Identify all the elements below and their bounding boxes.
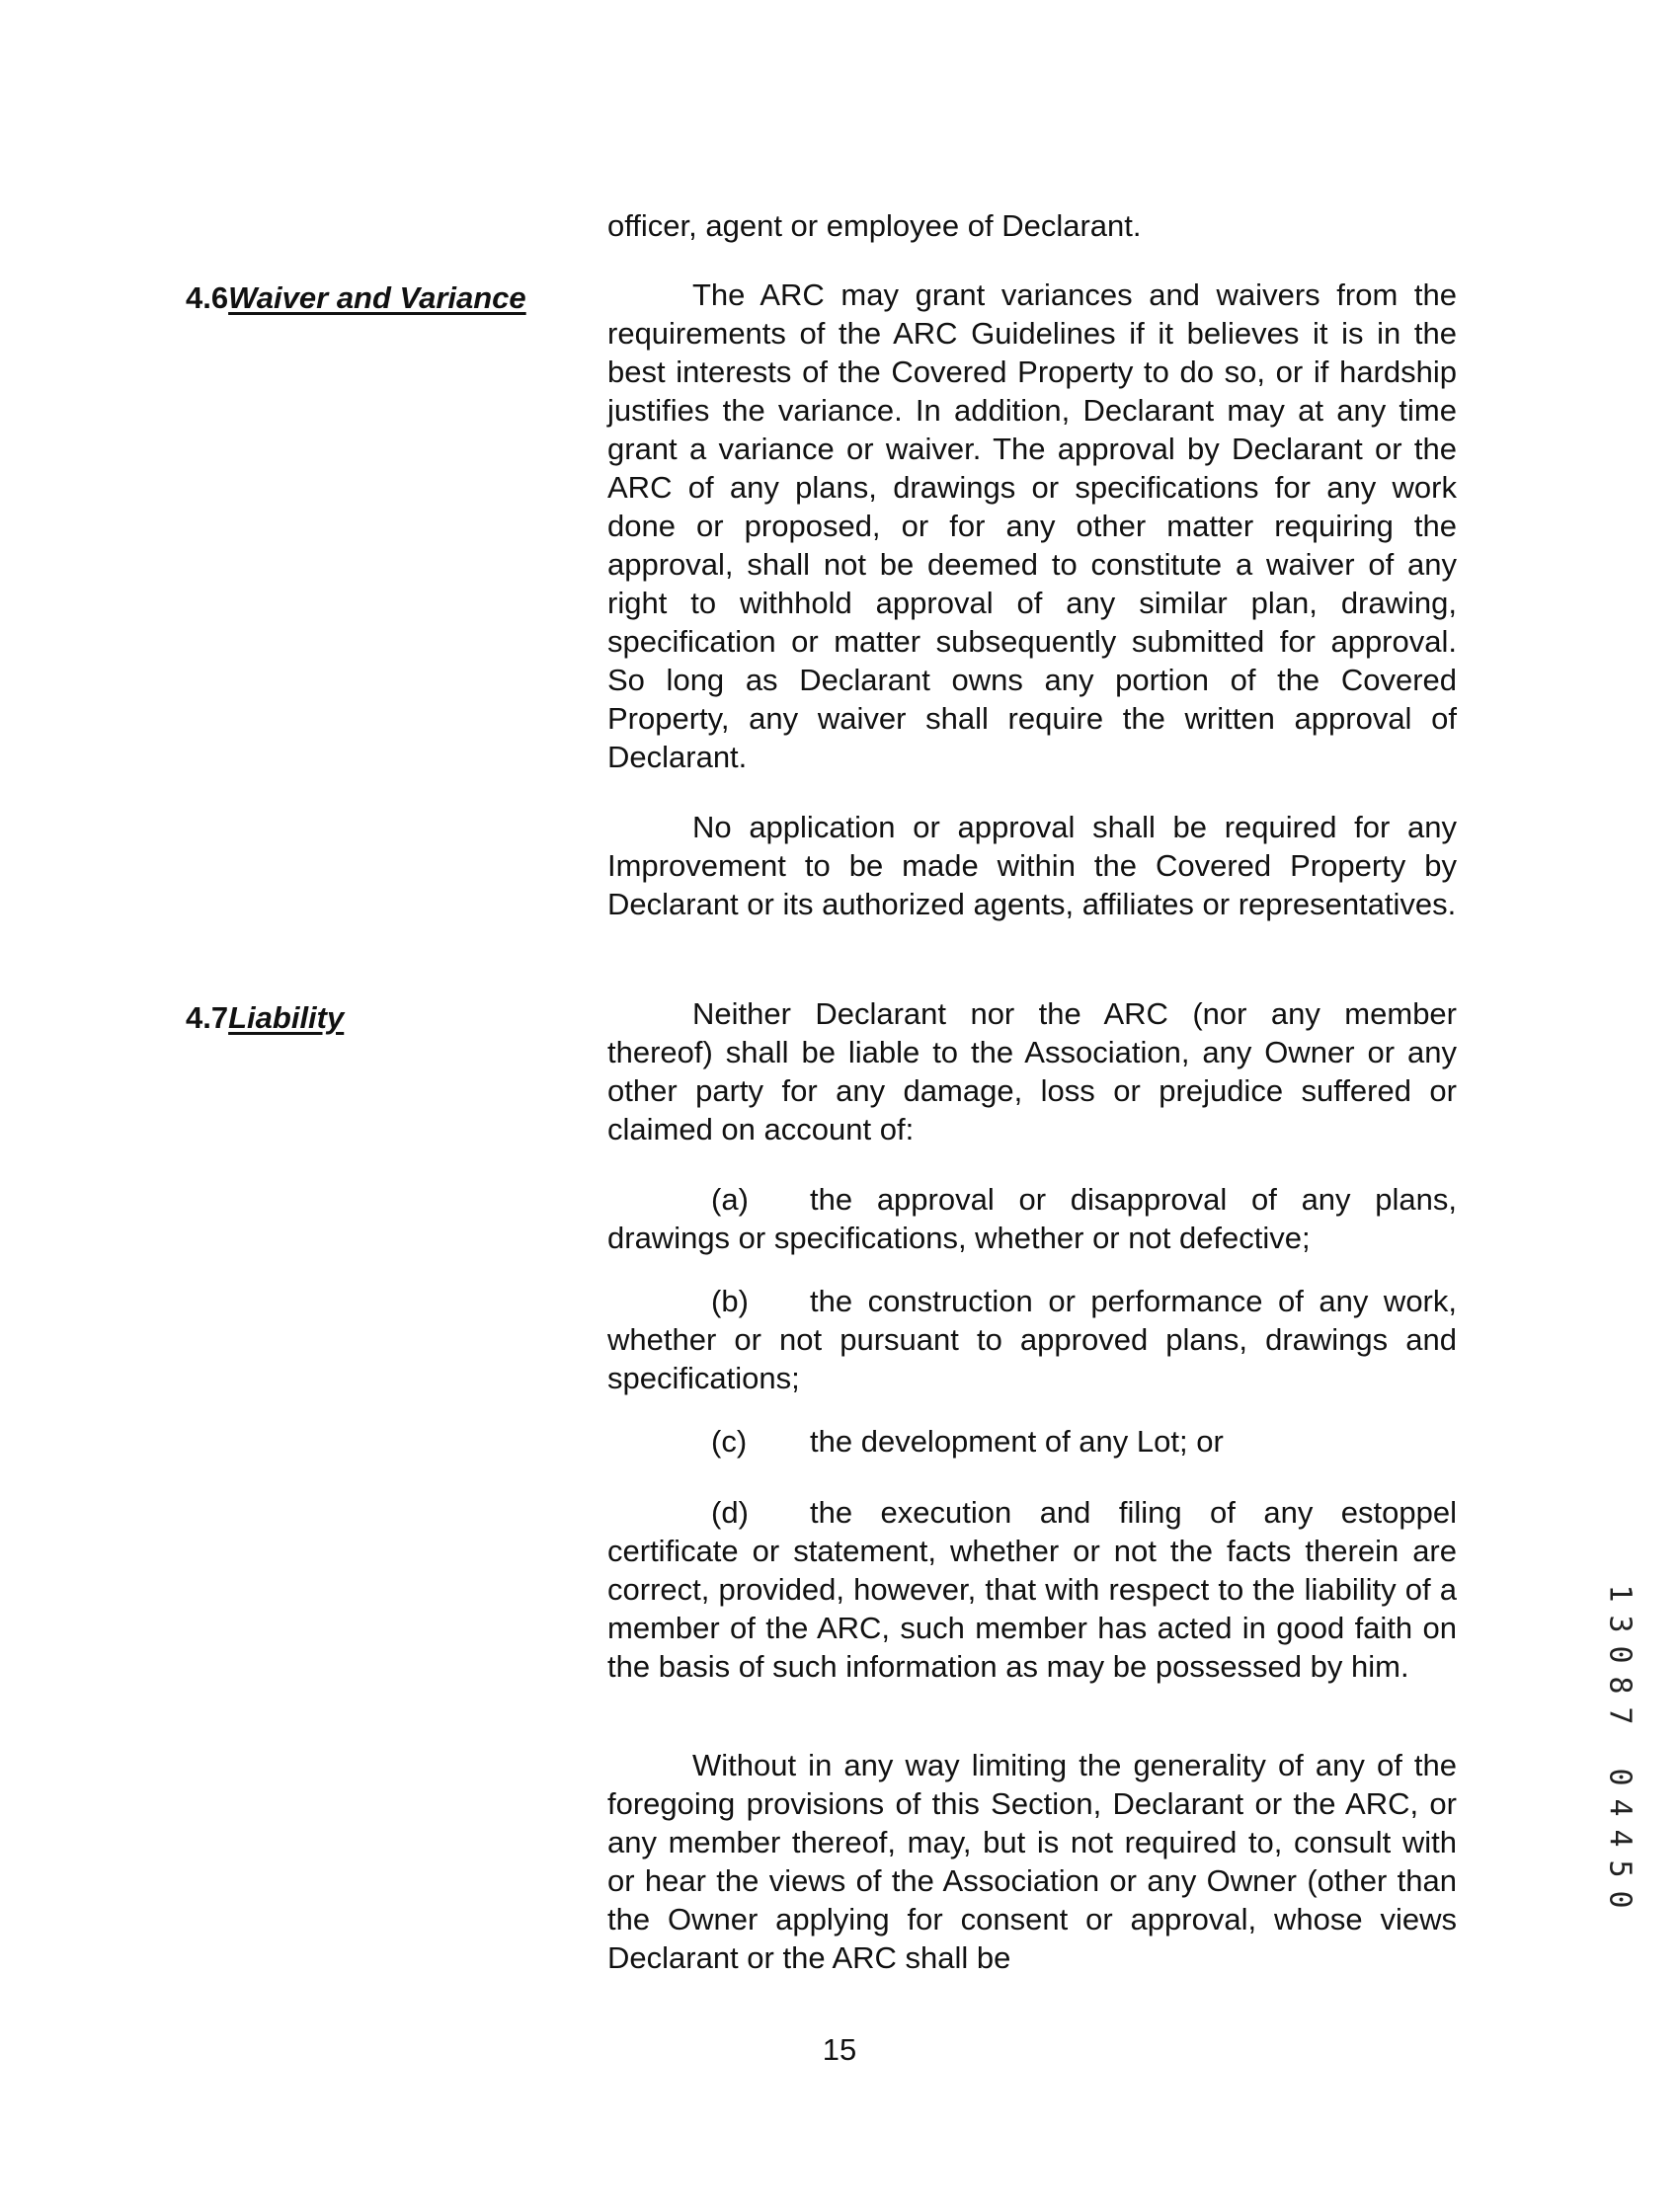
section-4-7-intro-block: [607, 994, 1457, 1148]
section-4-7-title: Liability: [228, 1000, 345, 1035]
continuation-text-block: [607, 206, 1457, 245]
stamp-digit: 0: [1602, 1768, 1638, 1786]
section-4-6-paragraph-1: The ARC may grant variances and waivers from the requirements of the ARC Guidelines if it believes it is in the best interests of the Covered Property to do so, or if hardship justifies the variance. In addition, Declarant may at any time grant a variance or waiver. The approval by Declarant or the ARC of any plans, drawings or specifications for any work done or proposed, or for any other matter requiring the approval, shall not be deemed to constitute a waiver of any right to withhold approval of any similar plan, drawing, specification or matter subsequently submitted for approval. So long as Declarant owns any portion of the Covered Property, any waiver shall require the written approval of Declarant.: [607, 277, 1457, 774]
stamp-digit: 0: [1602, 1890, 1638, 1909]
section-4-7-heading: [186, 1000, 344, 1036]
section-4-7-number: 4.7: [186, 1000, 229, 1035]
stamp-digit: 8: [1602, 1676, 1638, 1695]
section-4-6-number: 4.6: [186, 280, 229, 315]
item-text-d: the execution and filing of any estoppel certificate or statement, whether or not the facts therein are correct, provided, however, that with respect to the liability of a member of the ARC, such member has acted in good faith on the basis of such information as may be possessed by him.: [607, 1495, 1457, 1684]
item-label-b: (b): [711, 1284, 749, 1318]
side-recording-stamp: [1600, 1578, 1639, 1915]
liability-item-d: [607, 1493, 1457, 1686]
section-4-7-closing-block: [607, 1746, 1457, 1977]
item-text-a: the approval or disapproval of any plans, drawings or specifications, whether or not defective;: [607, 1182, 1457, 1255]
continuation-text: officer, agent or employee of Declarant.: [607, 208, 1142, 243]
liability-item-a: [607, 1180, 1457, 1257]
stamp-digit: 4: [1602, 1798, 1638, 1817]
item-text-c: the development of any Lot; or: [810, 1424, 1224, 1459]
stamp-digit: 5: [1602, 1859, 1638, 1878]
stamp-digit: 0: [1602, 1645, 1638, 1664]
stamp-digit: 4: [1602, 1829, 1638, 1848]
liability-item-b: [607, 1282, 1457, 1397]
section-4-6-heading: [186, 280, 526, 316]
item-label-a: (a): [711, 1182, 749, 1217]
item-text-b: the construction or performance of any work, whether or not pursuant to approved plans, drawings and specifications;: [607, 1284, 1457, 1395]
page-number: 15: [822, 2032, 857, 2067]
section-4-7-intro: Neither Declarant nor the ARC (nor any member thereof) shall be liable to the Association, any Owner or any other party for any damage, loss or prejudice suffered or claimed on account of:: [607, 996, 1457, 1146]
stamp-digit: 1: [1602, 1584, 1638, 1603]
section-4-6-paragraph-2: No application or approval shall be required for any Improvement to be made within the Covered Property by Declarant or its authorized agents, affiliates or representatives.: [607, 810, 1457, 921]
section-4-6-body: [607, 276, 1457, 776]
item-label-c: (c): [711, 1424, 748, 1459]
stamp-digit: 7: [1602, 1706, 1638, 1725]
liability-item-c: [607, 1422, 1457, 1461]
section-4-6-body-2: [607, 808, 1457, 923]
section-4-7-closing: Without in any way limiting the generality of any of the foregoing provisions of this Section, Declarant or the ARC, or any member thereof, may, but is not required to, consult with or hear the views of the Association or any Owner (other than the Owner applying for consent or approval, whose views Declarant or the ARC shall be: [607, 1748, 1457, 1975]
stamp-digit: 3: [1602, 1615, 1638, 1633]
section-4-6-title: Waiver and Variance: [228, 280, 526, 315]
item-label-d: (d): [711, 1495, 749, 1530]
